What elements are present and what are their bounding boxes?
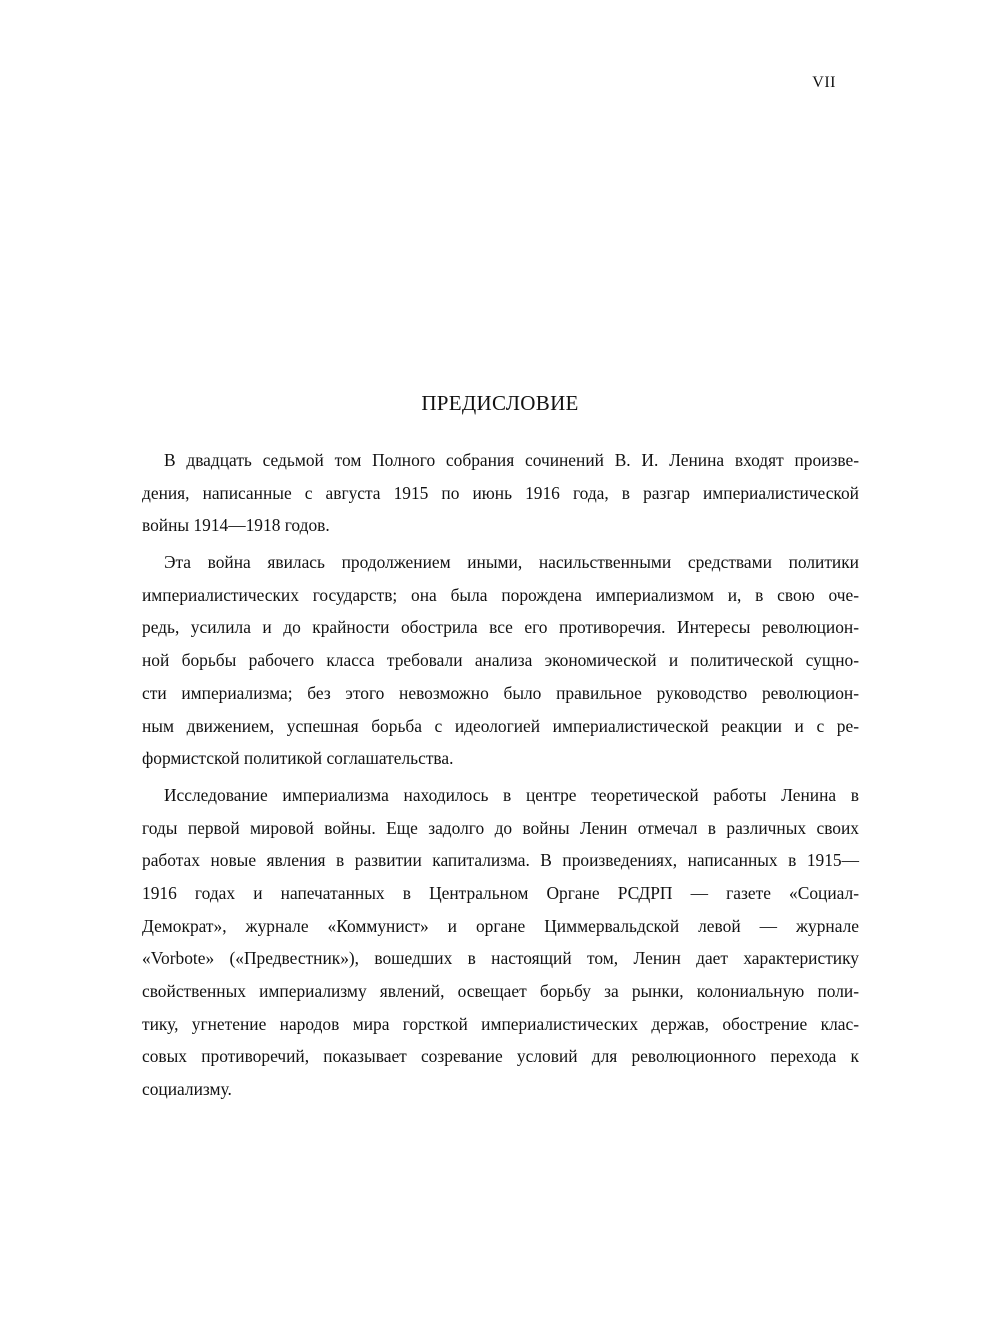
- text-line: редь, усилила и до крайности обострила все его противоречия. Интересы революцион-: [142, 617, 859, 638]
- text-line: ным движением, успешная борьба с идеологией империалистической реакции и с ре-: [142, 715, 859, 736]
- text-line: ной борьбы рабочего класса требовали анализа экономической и политической сущно-: [142, 650, 859, 671]
- paragraph-3: [142, 779, 859, 1106]
- text-line: В двадцать седьмой том Полного собрания сочинений В. И. Ленина входят произве-: [164, 450, 859, 470]
- text-line: тику, угнетение народов мира горсткой империалистических держав, обострение клас-: [142, 1013, 859, 1034]
- text-line: формистской политикой соглашательства.: [142, 748, 454, 769]
- text-line: сти империализма; без этого невозможно было правильное руководство революцион-: [142, 682, 859, 703]
- text-line: Исследование империализма находилось в центре теоретической работы Ленина в: [164, 784, 859, 805]
- paragraph-2: [142, 546, 859, 775]
- text-line: войны 1914—1918 годов.: [142, 515, 330, 536]
- body-text: [142, 444, 859, 1110]
- text-line: дения, написанные с августа 1915 по июнь 1916 года, в разгар империалистической: [142, 482, 859, 503]
- text-line: свойственных империализму явлений, освещает борьбу за рынки, колониальную поли-: [142, 981, 859, 1001]
- text-line: Демократ», журнале «Коммунист» и органе Циммервальдской левой — журнале: [142, 915, 859, 936]
- text-line: империалистических государств; она была порождена империализмом и, в свою оче-: [142, 584, 859, 605]
- text-line: «Vorbote» («Предвестник»), вошедших в настоящий том, Ленин дает характеристику: [142, 948, 859, 969]
- text-line: 1916 годах и напечатанных в Центральном Органе РСДРП — газете «Социал-: [142, 882, 859, 903]
- text-line: совых противоречий, показывает созревание условий для революционного перехода к: [142, 1046, 859, 1067]
- page-title: ПРЕДИСЛОВИЕ: [421, 391, 579, 415]
- page-number: VII: [812, 74, 836, 91]
- paragraph-1: [142, 444, 859, 542]
- text-line: годы первой мировой войны. Еще задолго до войны Ленин отмечал в различных своих: [142, 817, 859, 838]
- text-line: социализму.: [142, 1079, 232, 1100]
- text-line: Эта война явилась продолжением иными, насильственными средствами политики: [164, 552, 859, 573]
- text-line: работах новые явления в развитии капитализма. В произведениях, написанных в 1915—: [142, 850, 859, 871]
